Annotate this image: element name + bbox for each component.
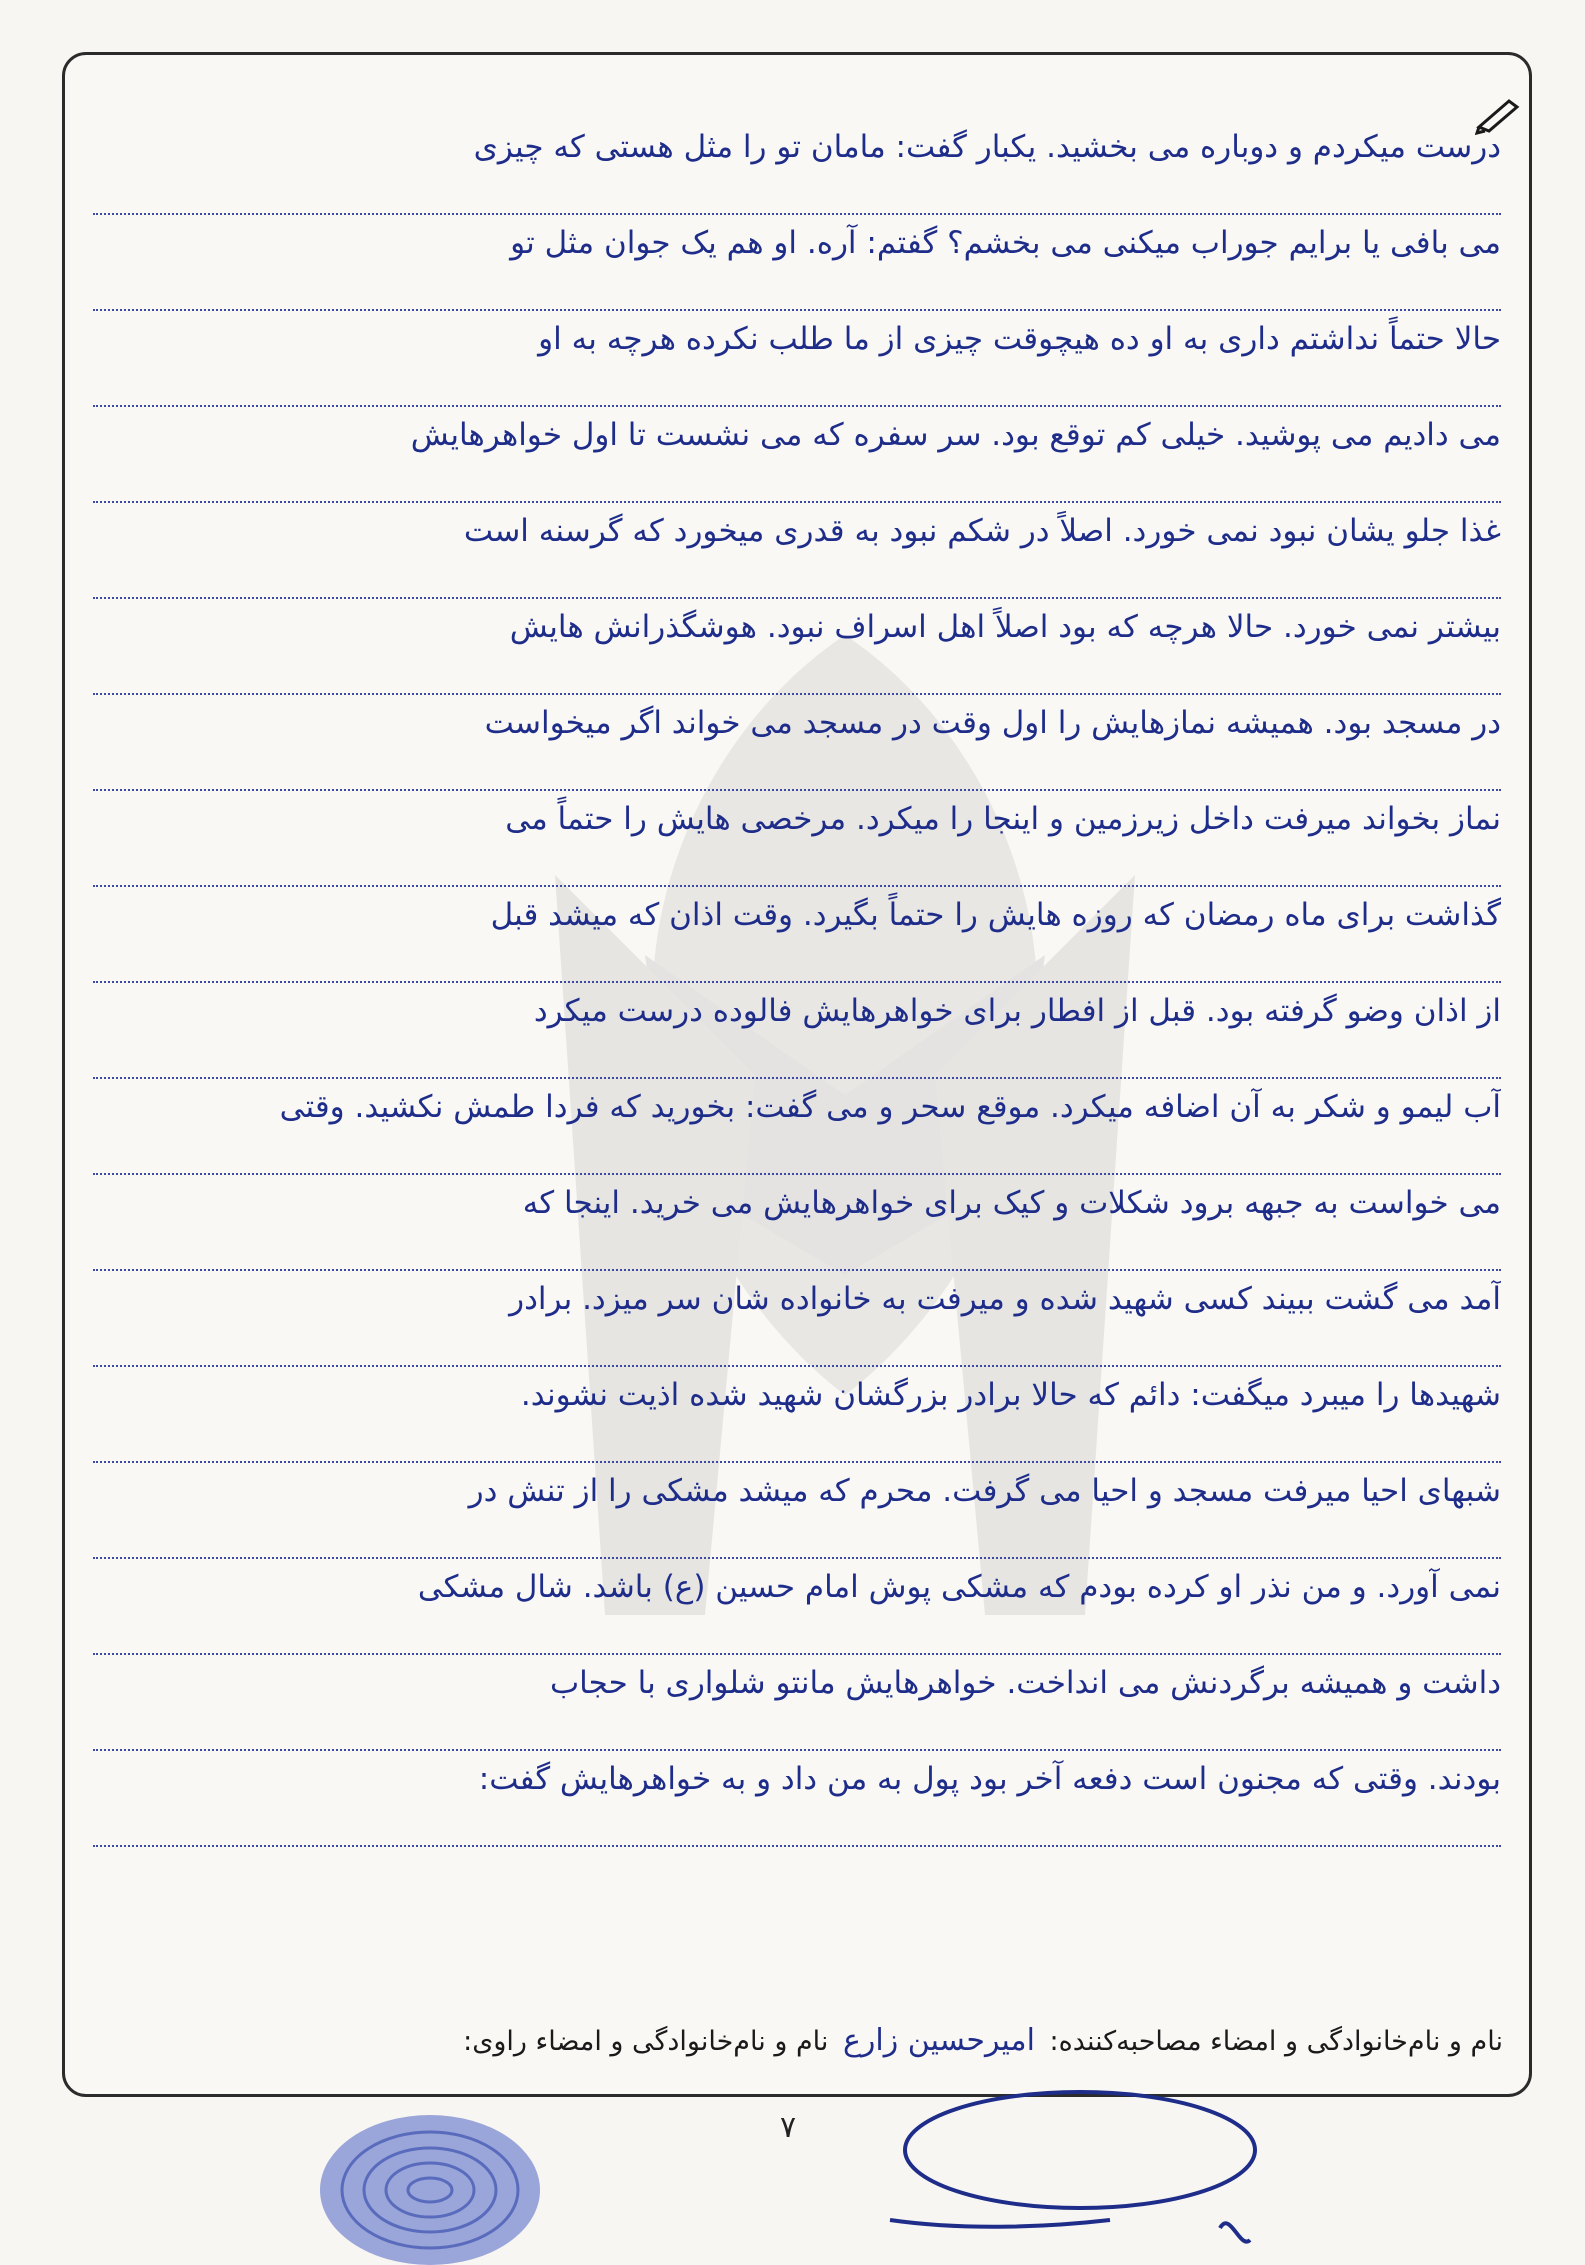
handwritten-text-block: [65, 55, 1529, 2094]
interviewer-signature: امیرحسین زارع: [843, 2023, 1035, 2058]
text-line: در مسجد بود. همیشه نمازهایش را اول وقت در مسجد می خواند اگر میخواست: [93, 693, 1501, 791]
text-line: از اذان وضو گرفته بود. قبل از افطار برای خواهرهایش فالوده درست میکرد: [93, 981, 1501, 1079]
signature-footer: [91, 2023, 1503, 2058]
narrator-signature: [880, 2080, 1280, 2265]
page-frame: [62, 52, 1532, 2097]
text-line: آب لیمو و شکر به آن اضافه میکرد. موقع سحر و می گفت: بخورید که فردا طمش نکشید. وقتی: [93, 1077, 1501, 1175]
text-line: گذاشت برای ماه رمضان که روزه هایش را حتماً بگیرد. وقت اذان که میشد قبل: [93, 885, 1501, 983]
fingerprint-icon: [300, 2095, 560, 2265]
text-line: می بافی یا برایم جوراب میکنی می بخشم؟ گفتم: آره. او هم یک جوان مثل تو: [93, 213, 1501, 311]
text-line: حالا حتماً نداشتم داری به او ده هیچوقت چیزی از ما طلب نکرده هرچه به او: [93, 309, 1501, 407]
text-line: نماز بخواند میرفت داخل زیرزمین و اینجا را میکرد. مرخصی هایش را حتماً می: [93, 789, 1501, 887]
text-line: شهیدها را میبرد میگفت: دائم که حالا برادر بزرگشان شهید شده اذیت نشوند.: [93, 1365, 1501, 1463]
text-line: درست میکردم و دوباره می بخشید. یکبار گفت: مامان تو را مثل هستی که چیزی: [93, 117, 1501, 215]
text-line: آمد می گشت ببیند کسی شهید شده و میرفت به خانواده شان سر میزد. برادر: [93, 1269, 1501, 1367]
text-line: غذا جلو یشان نبود نمی خورد. اصلاً در شکم نبود به قدری میخورد که گرسنه است: [93, 501, 1501, 599]
text-line: داشت و همیشه برگردنش می انداخت. خواهرهایش مانتو شلواری با حجاب: [93, 1653, 1501, 1751]
narrator-label: نام و نام‌خانوادگی و امضاء راوی:: [463, 2026, 829, 2057]
text-line: می خواست به جبهه برود شکلات و کیک برای خواهرهایش می خرید. اینجا که: [93, 1173, 1501, 1271]
page-number: ۷: [780, 2110, 797, 2145]
text-line: نمی آورد. و من نذر او کرده بودم که مشکی پوش امام حسین (ع) باشد. شال مشکی: [93, 1557, 1501, 1655]
interviewer-label: نام و نام‌خانوادگی و امضاء مصاحبه‌کننده:: [1049, 2026, 1503, 2057]
text-line: بودند. وقتی که مجنون است دفعه آخر بود پول به من داد و به خواهرهایش گفت:: [93, 1749, 1501, 1847]
text-line: بیشتر نمی خورد. حالا هرچه که بود اصلاً اهل اسراف نبود. هوشگذرانش هایش: [93, 597, 1501, 695]
text-line: شبهای احیا میرفت مسجد و احیا می گرفت. محرم که میشد مشکی را از تنش در: [93, 1461, 1501, 1559]
text-line: می دادیم می پوشید. خیلی کم توقع بود. سر سفره که می نشست تا اول خواهرهایش: [93, 405, 1501, 503]
